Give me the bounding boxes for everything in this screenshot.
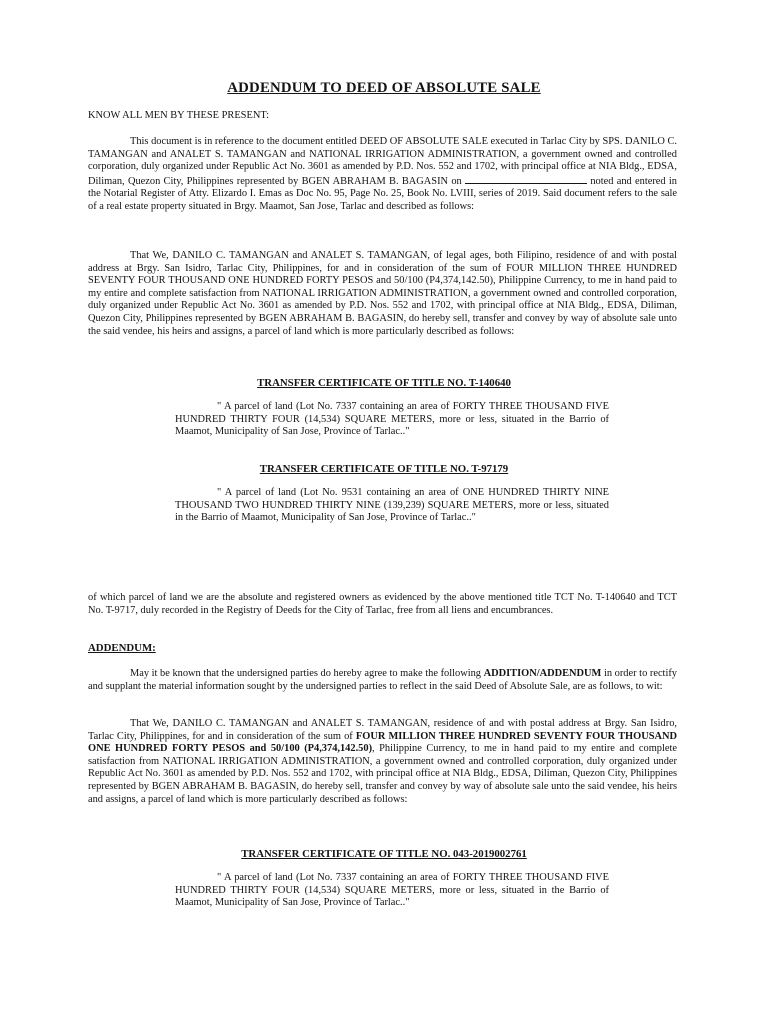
tct-heading-3: TRANSFER CERTIFICATE OF TITLE NO. 043-2019002761 bbox=[241, 848, 527, 860]
corrected-sale-text-continued: , Philippine Currency, to me in hand paid to my entire and complete satisfaction from NATIONAL IRRIGATION ADMINISTRATION, a government owned and controlled corporation, duly organized under Republic Act No. 3601 as amended by P.D. Nos. 552 and 1702, with principal office at NIA Bldg., EDSA, Diliman, Quezon City, Philippines represented by BGEN ABRAHAM B. BAGASIN, do hereby sell, transfer and convey by way of absolute sale unto the said vendee, his heirs and assigns, a parcel of land which is more particularly described as follows: bbox=[88, 743, 677, 805]
tct-heading-2: TRANSFER CERTIFICATE OF TITLE NO. T-97179 bbox=[259, 463, 509, 475]
addendum-paragraph bbox=[88, 668, 677, 693]
document-title: ADDENDUM TO DEED OF ABSOLUTE SALE bbox=[227, 80, 541, 96]
date-blank-line bbox=[465, 174, 587, 184]
corrected-sale-paragraph bbox=[88, 718, 677, 806]
addendum-bold-text: ADDITION/ADDENDUM bbox=[483, 668, 602, 679]
corrected-sale-text: That We, DANILO C. TAMANGAN and ANALET S. TAMANGAN, residence of and with postal address at Brgy. San Isidro, Tarlac City, Philippines, for and in consideration of the sum of bbox=[88, 718, 677, 742]
tct-description-2: " A parcel of land (Lot No. 9531 containing an area of ONE HUNDRED THIRTY NINE THOUSAND TWO HUNDRED THIRTY NINE (139,239) SQUARE METERS, more or less, situated in the Barrio of Maamot, Municipality of San Jose, Province of Tarlac.." bbox=[175, 487, 609, 524]
addendum-heading: ADDENDUM: bbox=[88, 642, 156, 654]
tct-heading-1: TRANSFER CERTIFICATE OF TITLE NO. T-140640 bbox=[257, 377, 511, 389]
price-bold-text: FOUR MILLION THREE HUNDRED SEVENTY FOUR THOUSAND ONE HUNDRED FORTY PESOS and 50/100 (P4,374,142.50) bbox=[88, 730, 678, 755]
addendum-text: May it be known that the undersigned parties do hereby agree to make the following bbox=[130, 668, 481, 679]
addendum-text-continued: in order to rectify and supplant the material information sought by the undersigned parties to reflect in the said Deed of Absolute Sale, are as follows, to wit: bbox=[88, 668, 677, 692]
tct-description-3: " A parcel of land (Lot No. 7337 containing an area of FORTY THREE THOUSAND FIVE HUNDRED THIRTY FOUR (14,534) SQUARE METERS, more or less, situated in the Barrio of Maamot, Municipality of San Jose, Province of Tarlac.." bbox=[175, 872, 609, 909]
reference-paragraph bbox=[88, 136, 677, 214]
reference-text: This document is in reference to the document entitled DEED OF ABSOLUTE SALE executed in Tarlac City by SPS. DANILO C. TAMANGAN and ANALET S. TAMANGAN and NATIONAL IRRIGATION ADMINISTRATION, a government owned and controlled corporation, duly organized under Republic Act No. 3601 as amended by P.D. Nos. 552 and 1702, with principal office at NIA Bldg., EDSA, Diliman, Quezon City, Philippines represented by BGEN ABRAHAM B. BAGASIN on bbox=[88, 136, 677, 187]
reference-text-continued: noted and entered in the Notarial Register of Atty. Elizardo I. Emas as Doc No. 95, Page No. 25, Book No. LVIII, series of 2019. Said document refers to the sale of a real estate property situated in Brgy. Maamot, San Jose, Tarlac and described as follows: bbox=[88, 175, 677, 212]
sale-paragraph: That We, DANILO C. TAMANGAN and ANALET S. TAMANGAN, of legal ages, both Filipino, residence of and with postal address at Brgy. San Isidro, Tarlac City, Philippines, for and in consideration of the sum of FOUR MILLION THREE HUNDRED SEVENTY FOUR THOUSAND ONE HUNDRED FORTY PESOS and 50/100 (P4,374,142.50), Philippine Currency, to me in hand paid to my entire and complete satisfaction from NATIONAL IRRIGATION ADMINISTRATION, a government owned and controlled corporation, duly organized under Republic Act No. 3601 as amended by P.D. Nos. 552 and 1702, with principal office at NIA Bldg., EDSA, Diliman, Quezon City, Philippines represented by BGEN ABRAHAM B. BAGASIN, do hereby sell, transfer and convey by way of absolute sale unto the said vendee, his heirs and assigns, a parcel of land which is more particularly described as follows: bbox=[88, 250, 677, 337]
know-all-men-line: KNOW ALL MEN BY THESE PRESENT: bbox=[88, 110, 270, 121]
ownership-paragraph: of which parcel of land we are the absolute and registered owners as evidenced by the above mentioned title TCT No. T-140640 and TCT No. T-9717, duly recorded in the Registry of Deeds for the City of Tarlac, free from all liens and encumbrances. bbox=[88, 592, 677, 616]
tct-description-1: " A parcel of land (Lot No. 7337 containing an area of FORTY THREE THOUSAND FIVE HUNDRED THIRTY FOUR (14,534) SQUARE METERS, more or less, situated in the Barrio of Maamot, Municipality of San Jose, Province of Tarlac.." bbox=[175, 401, 609, 438]
